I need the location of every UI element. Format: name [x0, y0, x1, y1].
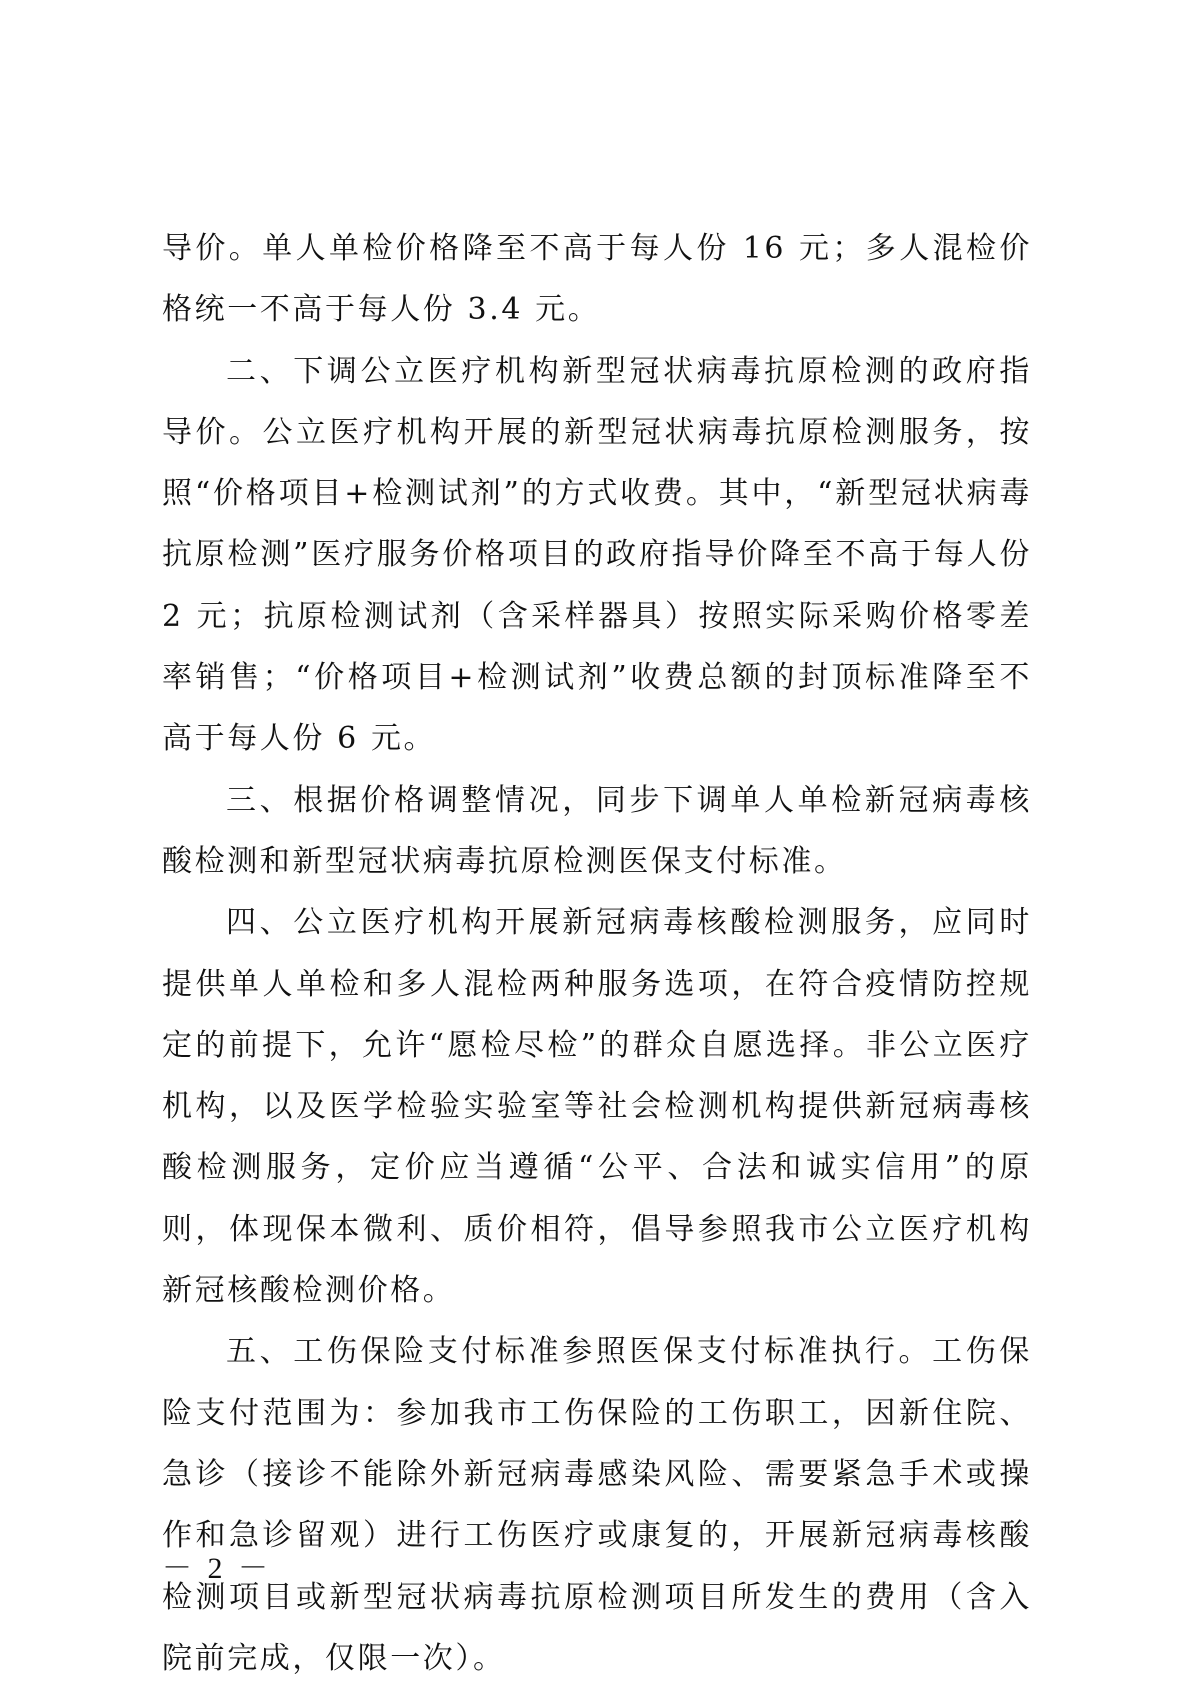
page-number: － 2 － — [162, 1552, 272, 1585]
paragraph-item-4: 四、公立医疗机构开展新冠病毒核酸检测服务，应同时提供单人单检和多人混检两种服务选项，在符合疫情防控规定的前提下，允许“愿检尽检”的群众自愿选择。非公立医疗机构，以及医学检验实验室等社会检测机构提供新冠病毒核酸检测服务，定价应当遵循“公平、合法和诚实信用”的原则，体现保本微利、质价相符，倡导参照我市公立医疗机构新冠核酸检测价格。 — [162, 905, 1032, 1309]
paragraph-item-3: 三、根据价格调整情况，同步下调单人单检新冠病毒核酸检测和新型冠状病毒抗原检测医保支付标准。 — [162, 782, 1032, 879]
paragraph-item-5: 五、工伤保险支付标准参照医保支付标准执行。工伤保险支付范围为：参加我市工伤保险的工伤职工，因新住院、急诊（接诊不能除外新冠病毒感染风险、需要紧急手术或操作和急诊留观）进行工伤医疗或康复的，开展新冠病毒核酸检测项目或新型冠状病毒抗原检测项目所发生的费用（含入院前完成，仅限一次）。 — [162, 1334, 1032, 1676]
document-body — [162, 218, 1032, 1689]
paragraph-price-continuation: 导价。单人单检价格降至不高于每人份 16 元；多人混检价格统一不高于每人份 3.4 元。 — [162, 231, 1032, 328]
paragraph-item-2: 二、下调公立医疗机构新型冠状病毒抗原检测的政府指导价。公立医疗机构开展的新型冠状病毒抗原检测服务，按照“价格项目+检测试剂”的方式收费。其中，“新型冠状病毒抗原检测”医疗服务价格项目的政府指导价降至不高于每人份 2 元；抗原检测试剂（含采样器具）按照实际采购价格零差率销售；“价格项目+检测试剂”收费总额的封顶标准降至不高于每人份 6 元。 — [162, 353, 1032, 757]
